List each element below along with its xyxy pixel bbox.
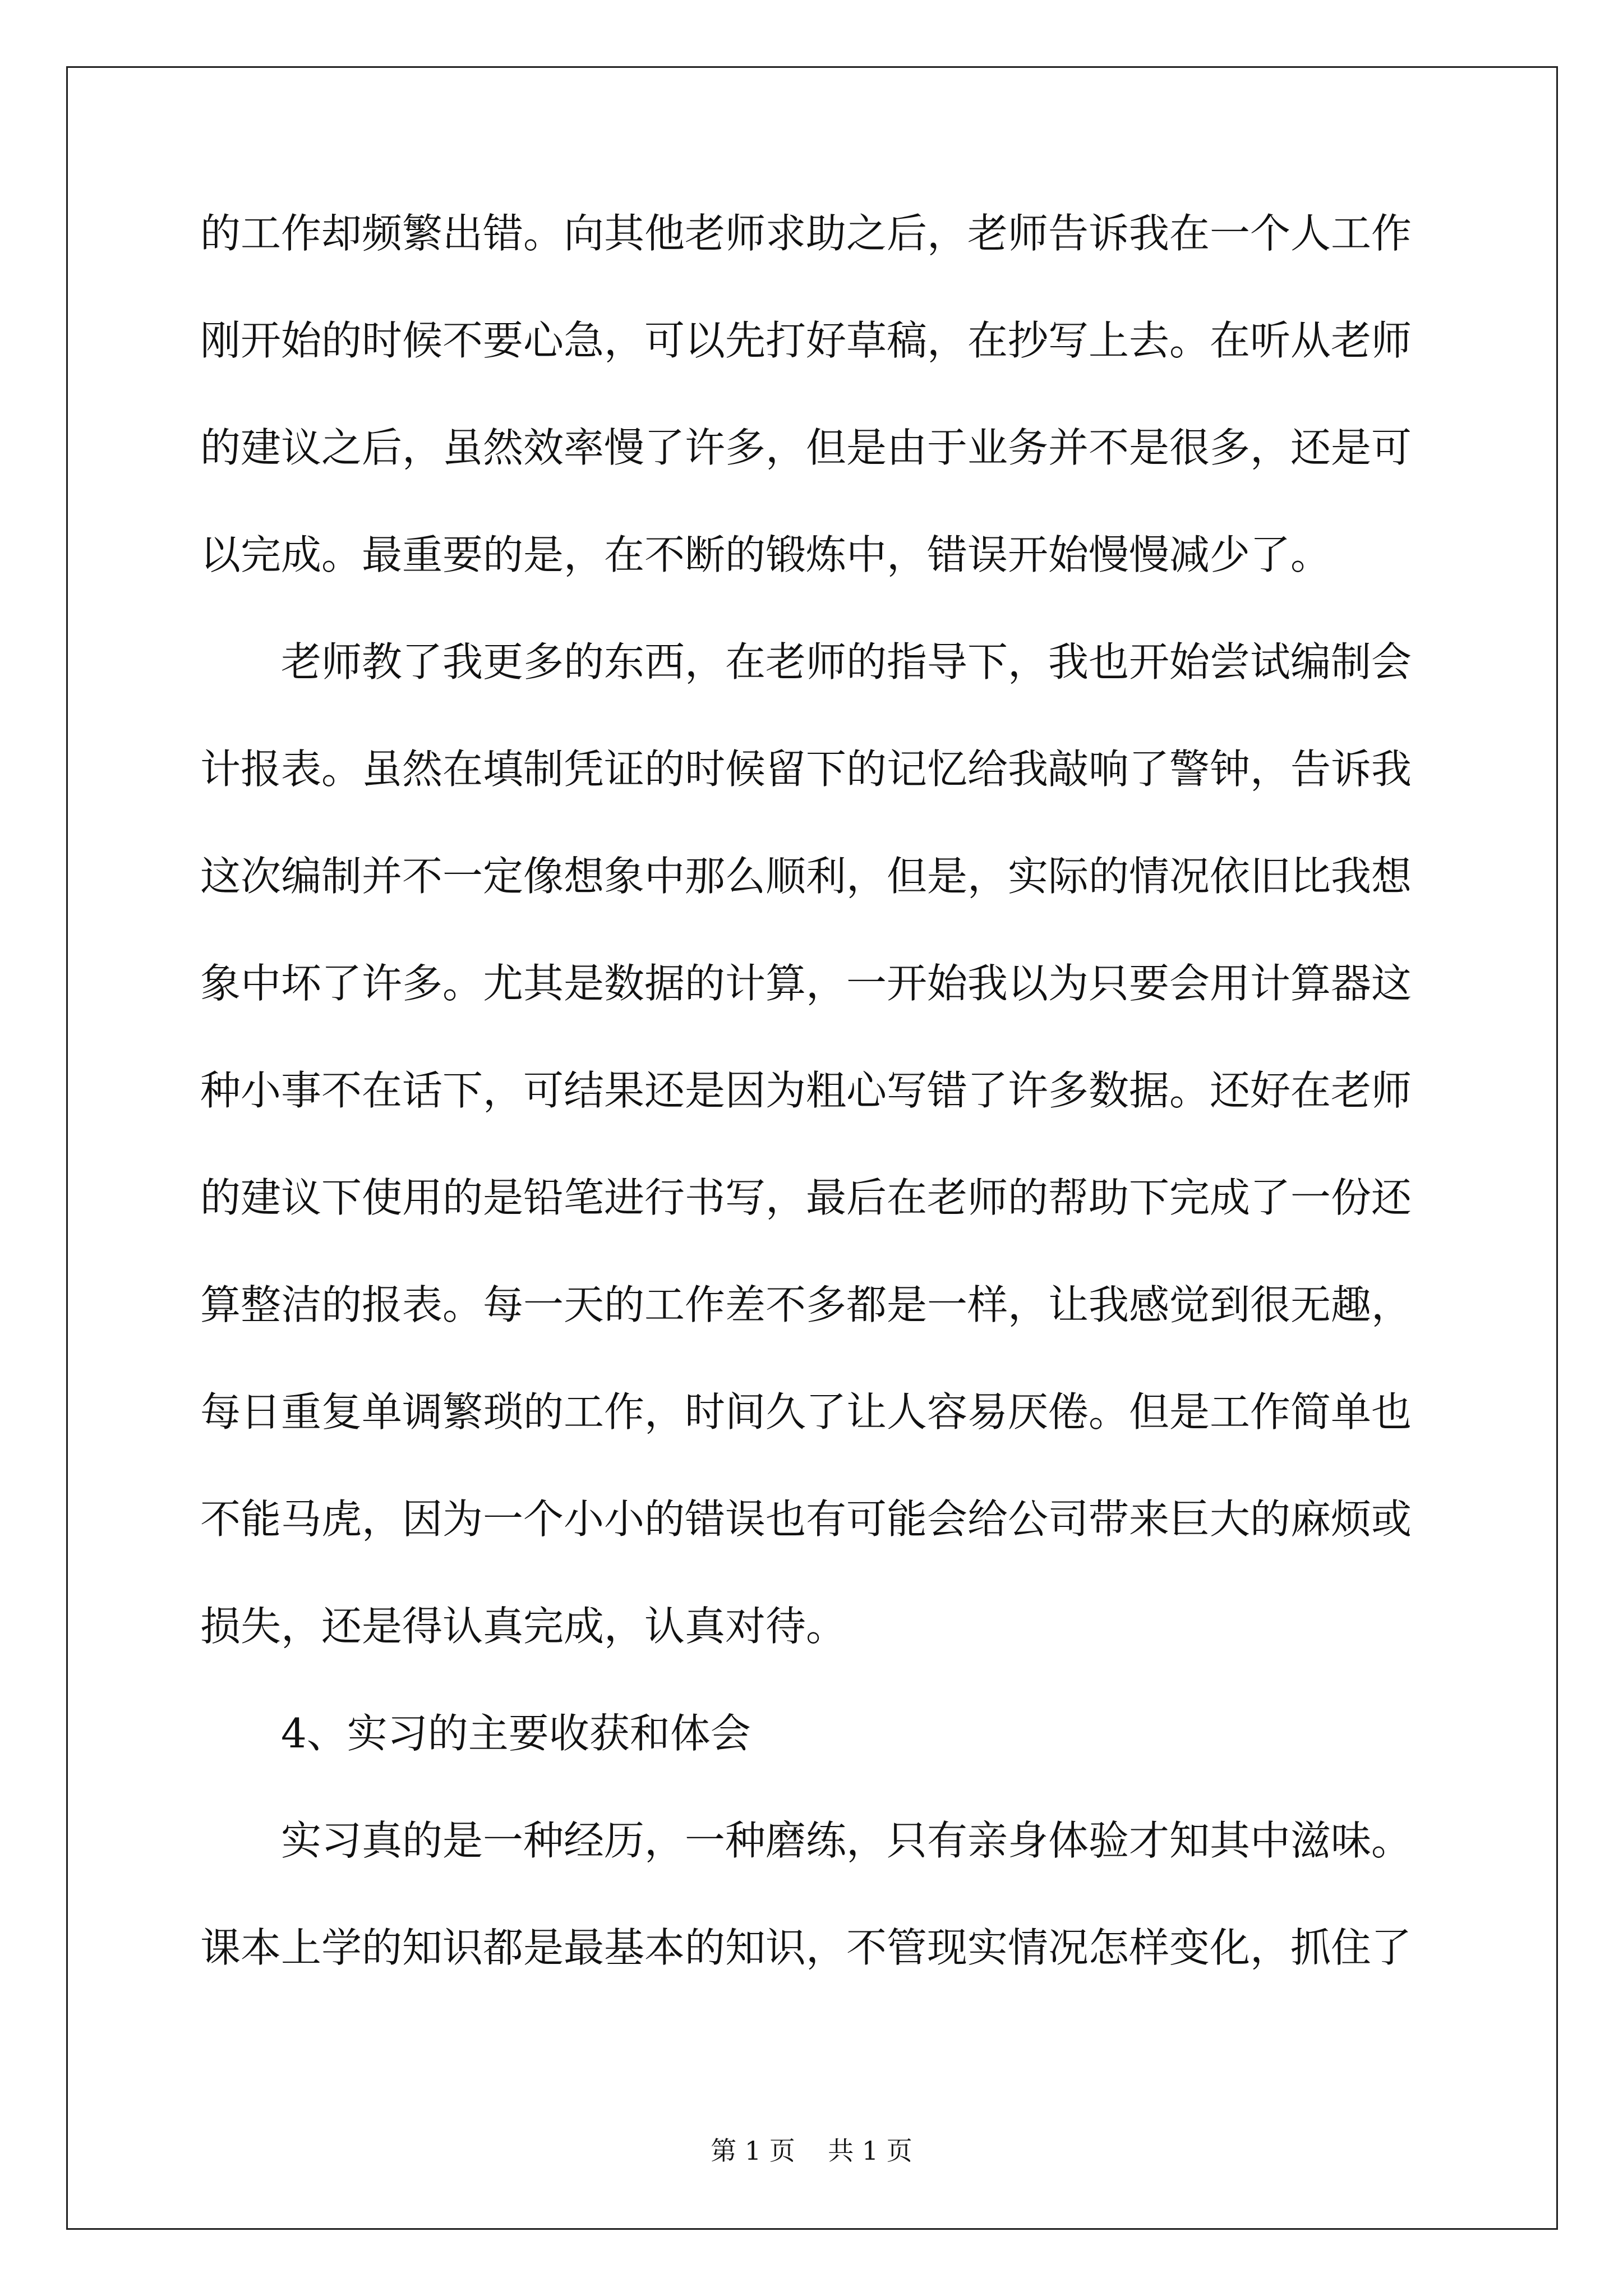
line-text: 以完成。最重要的是，在不断的锻炼中，错误开始慢慢减少了。 [200,531,1331,578]
line-text: 的建议下使用的是铅笔进行书写，最后在老师的帮助下完成了一份还 [200,1174,1412,1221]
line-text: 计报表。虽然在填制凭证的时候留下的记忆给我敲响了警钟，告诉我 [200,746,1412,793]
document-body [200,210,1423,2035]
text-line-7 [200,853,1423,963]
text-line-5 [200,638,1423,749]
line-text: 4、实习的主要收获和体会 [281,1710,751,1757]
line-text: 实习真的是一种经历，一种磨练，只有亲身体验才知其中滋味。 [281,1817,1412,1864]
page-footer [0,2137,1623,2164]
page-total: 共 1 页 [828,2136,912,2166]
text-line-1 [200,210,1423,320]
section-heading [200,1710,1423,1820]
text-line-4 [200,531,1423,642]
text-line-13 [200,1496,1423,1606]
text-line-11 [200,1281,1423,1392]
text-line-12 [200,1388,1423,1499]
line-text: 老师教了我更多的东西，在老师的指导下，我也开始尝试编制会 [281,638,1412,685]
text-line-3 [200,424,1423,535]
text-line-9 [200,1067,1423,1177]
line-text: 算整洁的报表。每一天的工作差不多都是一样，让我感觉到很无趣， [200,1281,1412,1328]
line-text: 象中坏了许多。尤其是数据的计算，一开始我以为只要会用计算器这 [200,960,1412,1007]
line-text: 的建议之后，虽然效率慢了许多，但是由于业务并不是很多，还是可 [200,424,1412,471]
text-line-2 [200,317,1423,427]
line-text: 刚开始的时候不要心急，可以先打好草稿，在抄写上去。在听从老师 [200,317,1412,364]
line-text: 的工作却频繁出错。向其他老师求助之后，老师告诉我在一个人工作 [200,210,1412,257]
line-text: 课本上学的知识都是最基本的知识，不管现实情况怎样变化，抓住了 [200,1924,1412,1971]
line-text: 不能马虎，因为一个小小的错误也有可能会给公司带来巨大的麻烦或 [200,1496,1412,1543]
text-line-16 [200,1817,1423,1927]
line-text: 每日重复单调繁琐的工作，时间久了让人容易厌倦。但是工作简单也 [200,1388,1412,1435]
text-line-8 [200,960,1423,1070]
text-line-6 [200,746,1423,856]
line-text: 种小事不在话下，可结果还是因为粗心写错了许多数据。还好在老师 [200,1067,1412,1114]
line-text: 这次编制并不一定像想象中那么顺利，但是，实际的情况依旧比我想 [200,853,1412,900]
page-number: 第 1 页 [711,2136,795,2166]
text-line-10 [200,1174,1423,1285]
line-text: 损失，还是得认真完成，认真对待。 [200,1603,847,1650]
text-line-14 [200,1603,1423,1713]
text-line-17 [200,1924,1423,2035]
